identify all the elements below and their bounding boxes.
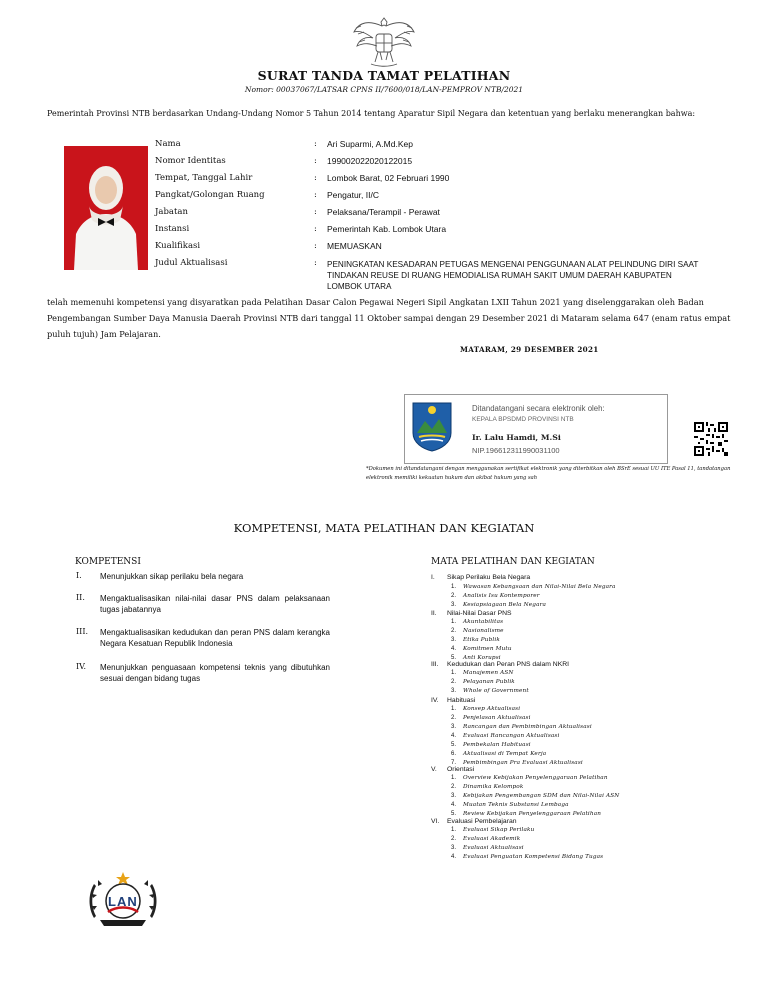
colon: :	[314, 258, 317, 268]
group-number: V.	[431, 766, 437, 773]
signer-nip: NIP.196612311990031100	[472, 446, 560, 455]
footnote: *Dokumen ini ditandatangani dengan menggunakan sertifikat elektronik yang diterbitkan oleh BSrE sesuai UU ITE Pasal 11, tandatangan elektronik memiliki kekuatan hukum dan akibat hukum yang sah	[366, 466, 731, 481]
kompetensi-number: II.	[76, 593, 85, 602]
value-ttl: Lombok Barat, 02 Februari 1990	[327, 173, 450, 183]
value-instansi: Pemerintah Kab. Lombok Utara	[327, 224, 447, 234]
kompetensi-number: IV.	[76, 662, 87, 671]
item-number: 4.	[451, 733, 457, 739]
group-item: Muatan Teknis Substansi Lembaga	[463, 802, 569, 808]
group-item: Manajemen ASN	[463, 670, 514, 676]
kompetensi-heading: KOMPETENSI	[75, 557, 141, 567]
qr-code-icon	[694, 422, 728, 456]
label-jabatan: Jabatan	[155, 207, 188, 217]
group-item: Anti Korupsi	[463, 655, 501, 661]
item-number: 4.	[451, 802, 457, 808]
group-item: Pembekalan Habituasi	[463, 742, 531, 748]
item-number: 3.	[451, 845, 457, 851]
item-number: 2.	[451, 784, 457, 790]
garuda-emblem-icon	[349, 12, 419, 72]
item-number: 2.	[451, 715, 457, 721]
certificate-title: SURAT TANDA TAMAT PELATIHAN	[257, 68, 511, 83]
item-number: 1.	[451, 775, 457, 781]
value-nomor-identitas: 199002022020122015	[327, 156, 413, 166]
group-title: Habituasi	[447, 697, 476, 704]
item-number: 1.	[451, 670, 457, 676]
item-number: 7.	[451, 760, 457, 766]
label-nomor-identitas: Nomor Identitas	[155, 156, 226, 166]
group-item: Pelayanan Publik	[463, 679, 515, 685]
label-judul-aktualisasi: Judul Aktualisasi	[155, 258, 228, 268]
group-number: II.	[431, 610, 437, 617]
item-number: 5.	[451, 811, 457, 817]
group-title: Sikap Perilaku Bela Negara	[447, 574, 531, 581]
group-item: Evaluasi Sikap Perilaku	[463, 827, 535, 833]
group-title: Orientasi	[447, 766, 475, 773]
group-item: Kesiapsiagaan Bela Negara	[463, 602, 547, 608]
label-nama: Nama	[155, 139, 181, 149]
group-item: Konsep Aktualisasi	[463, 706, 521, 712]
group-title: Evaluasi Pembelajaran	[447, 818, 517, 825]
kompetensi-item: Mengaktualisasikan nilai-nilai dasar PNS dalam pelaksanaan tugas jabatannya	[100, 594, 330, 614]
certificate-number: Nomor: 00037067/LATSAR CPNS II/7600/018/LAN-PEMPROV NTB/2021	[244, 85, 524, 94]
group-item: Analisis Isu Kontemporer	[463, 593, 540, 599]
value-pangkat: Pengatur, II/C	[327, 190, 379, 200]
section-title: KOMPETENSI, MATA PELATIHAN DAN KEGIATAN	[233, 521, 535, 535]
signer-position: KEPALA BPSDMD PROVINSI NTB	[472, 416, 574, 423]
ntb-seal-icon	[409, 399, 455, 453]
group-item: Evaluasi Rancangan Aktualisasi	[463, 733, 560, 739]
group-item: Kebijakan Pengembangan SDM dan Nilai-Nilai ASN	[463, 793, 620, 799]
colon: :	[314, 156, 317, 166]
group-item: Komitmen Mutu	[463, 646, 512, 652]
group-item: Aktualisasi di Tempat Kerja	[463, 751, 547, 757]
item-number: 3.	[451, 724, 457, 730]
colon: :	[314, 190, 317, 200]
signer-name: Ir. Lalu Hamdi, M.Si	[472, 433, 561, 442]
item-number: 1.	[451, 619, 457, 625]
group-item: Wawasan Kebangsaan dan Nilai-Nilai Bela Negara	[463, 584, 616, 590]
value-kualifikasi: MEMUASKAN	[327, 241, 382, 251]
item-number: 2.	[451, 593, 457, 599]
group-item: Overview Kebijakan Penyelenggaraan Pelatihan	[463, 775, 608, 781]
group-item: Evaluasi Akademik	[463, 836, 521, 842]
item-number: 1.	[451, 827, 457, 833]
group-item: Dinamika Kelompok	[463, 784, 524, 790]
item-number: 1.	[451, 584, 457, 590]
kompetensi-item: Menunjukkan sikap perilaku bela negara	[100, 572, 244, 581]
group-number: III.	[431, 661, 439, 668]
colon: :	[314, 139, 317, 149]
kompetensi-number: III.	[76, 627, 89, 636]
item-number: 5.	[451, 742, 457, 748]
group-item: Etika Publik	[463, 637, 500, 643]
group-number: IV.	[431, 697, 439, 704]
place-date: MATARAM, 29 DESEMBER 2021	[460, 345, 599, 354]
group-title: Kedudukan dan Peran PNS dalam NKRI	[447, 661, 570, 668]
group-item: Evaluasi Penguatan Kompetensi Bidang Tugas	[463, 854, 604, 860]
group-item: Pembimbingan Pra Evaluasi Aktualisasi	[463, 760, 583, 766]
group-item: Whole of Government	[463, 688, 529, 694]
colon: :	[314, 224, 317, 234]
value-jabatan: Pelaksana/Terampil - Perawat	[327, 207, 440, 217]
colon: :	[314, 241, 317, 251]
colon: :	[314, 207, 317, 217]
item-number: 3.	[451, 688, 457, 694]
group-title: Nilai-Nilai Dasar PNS	[447, 610, 512, 617]
item-number: 2.	[451, 836, 457, 842]
item-number: 3.	[451, 637, 457, 643]
kompetensi-item: Mengaktualisasikan kedudukan dan peran PNS dalam kerangka Negara Kesatuan Republik Indonesia	[100, 628, 330, 648]
signed-electronically-text: Ditandatangani secara elektronik oleh:	[472, 404, 605, 413]
label-instansi: Instansi	[155, 224, 190, 234]
item-number: 3.	[451, 793, 457, 799]
participant-photo	[64, 146, 148, 270]
group-item: Akuntabilitas	[463, 619, 504, 625]
group-item: Evaluasi Aktualisasi	[463, 845, 524, 851]
group-item: Penjelasan Aktualisasi	[463, 715, 531, 721]
item-number: 2.	[451, 628, 457, 634]
item-number: 6.	[451, 751, 457, 757]
item-number: 4.	[451, 854, 457, 860]
item-number: 1.	[451, 706, 457, 712]
colon: :	[314, 173, 317, 183]
item-number: 3.	[451, 602, 457, 608]
label-kualifikasi: Kualifikasi	[155, 241, 201, 251]
group-item: Review Kebijakan Penyelenggaraan Pelatihan	[463, 811, 602, 817]
label-pangkat: Pangkat/Golongan Ruang	[155, 190, 265, 200]
value-nama: Ari Suparmi, A.Md.Kep	[327, 139, 413, 149]
body-paragraph: telah memenuhi kompetensi yang disyaratkan pada Pelatihan Dasar Calon Pegawai Negeri Sipil Angkatan LXII Tahun 2021 yang diselenggarakan oleh Badan Pengembangan Sumber Daya Manusia Daerah Provinsi NTB dari tanggal 11 Oktober sampai dengan 29 Desember 2021 di Mataram selama 647 (enam ratus empat puluh tujuh) Jam Pelajaran.	[47, 297, 731, 339]
group-item: Nasionalisme	[463, 628, 504, 634]
group-number: I.	[431, 574, 435, 581]
kompetensi-number: I.	[76, 571, 82, 580]
group-number: VI.	[431, 818, 440, 825]
lan-logo-text: LAN	[108, 894, 138, 909]
item-number: 5.	[451, 655, 457, 661]
item-number: 2.	[451, 679, 457, 685]
mata-pelatihan-heading: MATA PELATIHAN DAN KEGIATAN	[431, 557, 595, 567]
item-number: 4.	[451, 646, 457, 652]
value-judul-aktualisasi: PENINGKATAN KESADARAN PETUGAS MENGENAI PENGGUNAAN ALAT PELINDUNG DIRI SAAT TINDAKAN REUSE DI RUANG HEMODIALISA RUMAH SAKIT UMUM DAERAH KABUPATEN LOMBOK UTARA	[327, 260, 699, 291]
kompetensi-item: Menunjukkan penguasaan kompetensi teknis yang dibutuhkan sesuai dengan bidang tugas	[100, 663, 330, 683]
intro-text: Pemerintah Provinsi NTB berdasarkan Undang-Undang Nomor 5 Tahun 2014 tentang Aparatur Sipil Negara dan ketentuan yang berlaku menerangkan bahwa:	[47, 109, 696, 118]
label-ttl: Tempat, Tanggal Lahir	[155, 173, 253, 183]
group-item: Rancangan dan Pembimbingan Aktualisasi	[463, 724, 592, 730]
